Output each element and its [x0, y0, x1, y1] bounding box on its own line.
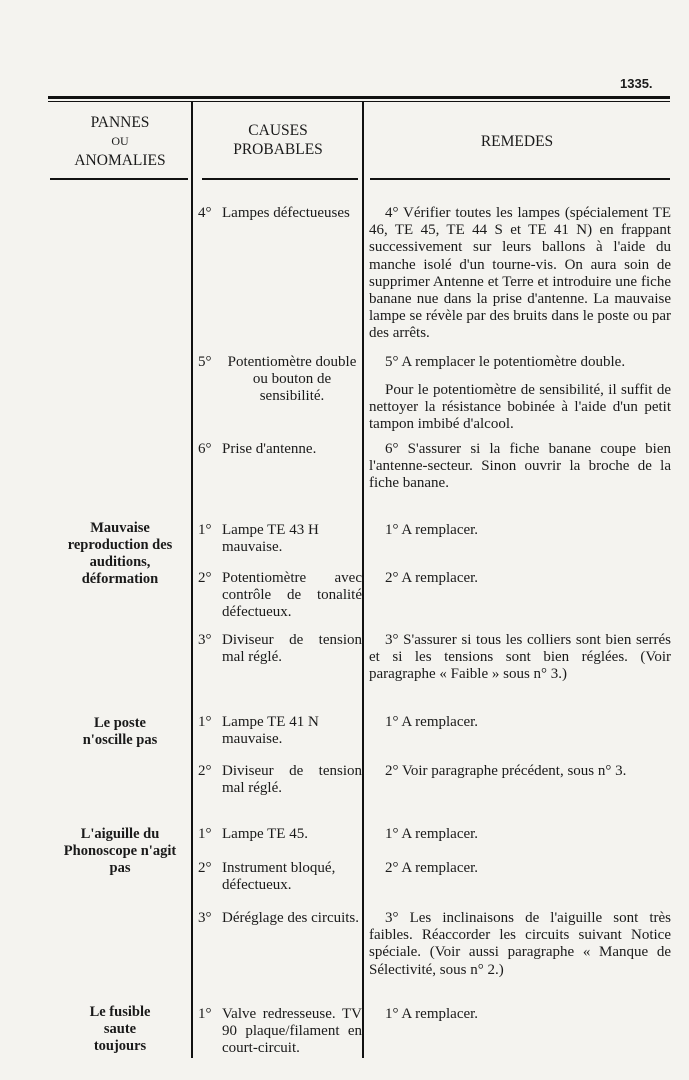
- remedy-text: 3° S'assurer si tous les colliers sont bien serrés et si les tensions sont bien réglées. (Voir paragraphe « Faible » sous n° 3.): [369, 632, 671, 683]
- cause-text: Prise d'antenne.: [222, 441, 317, 457]
- remedy-text: 2° A remplacer.: [385, 860, 479, 876]
- cause-item: [198, 763, 362, 797]
- cause-text: Potentiomètre double ou bouton de sensibilité.: [227, 354, 357, 404]
- header-remedes: REMEDES: [480, 133, 554, 150]
- header-causes-line1: CAUSES: [248, 122, 308, 139]
- header-bottom-rule-3: [370, 178, 670, 180]
- column-divider-1: [191, 102, 193, 1058]
- cause-item: [198, 910, 362, 927]
- remedy-text: 2° A remplacer.: [385, 570, 479, 586]
- cause-number: 2°: [198, 570, 212, 586]
- cause-item: [198, 570, 362, 621]
- cause-text: Lampe TE 45.: [222, 826, 308, 842]
- cause-text: Lampes défectueuses: [222, 205, 350, 221]
- cause-number: 3°: [198, 632, 212, 648]
- cause-item: [198, 354, 362, 405]
- cause-number: 2°: [198, 763, 212, 779]
- header-pannes-line3: ANOMALIES: [74, 152, 166, 169]
- header-pannes-line1: PANNES: [90, 114, 150, 131]
- cause-item: [198, 522, 362, 556]
- problem-label: Mauvaise reproduction des auditions, déformation: [67, 520, 173, 587]
- header-top-rule-thin: [48, 101, 670, 102]
- cause-number: 4°: [198, 205, 212, 221]
- cause-number: 2°: [198, 860, 212, 876]
- cause-item: [198, 826, 362, 843]
- cause-item: [198, 1006, 362, 1057]
- remedy-text: 1° A remplacer.: [385, 826, 479, 842]
- cause-number: 5°: [198, 354, 212, 370]
- remedy-text: 5° A remplacer le potentiomètre double.: [385, 354, 626, 370]
- cause-text: Déréglage des circuits.: [222, 910, 360, 926]
- cause-item: [198, 441, 362, 458]
- header-bottom-rule-2: [202, 178, 358, 180]
- problem-label: Le fusible saute toujours: [89, 1004, 151, 1054]
- cause-number: 6°: [198, 441, 212, 457]
- cause-item: [198, 205, 362, 222]
- header-pannes-line2: OU: [111, 134, 129, 148]
- cause-number: 1°: [198, 714, 212, 730]
- cause-text: Potentiomètre avec contrôle de tonalité défectueux.: [222, 570, 362, 620]
- header-causes-line2: PROBABLES: [233, 141, 323, 158]
- cause-text: Valve redresseuse. TV 90 plaque/filament en court-circuit.: [222, 1006, 362, 1056]
- remedy-text: 6° S'assurer si la fiche banane coupe bien l'antenne-secteur. Sinon ouvrir la broche de la fiche banane.: [369, 441, 671, 492]
- cause-text: Lampe TE 41 N mauvaise.: [222, 714, 319, 747]
- cause-text: Instrument bloqué, défectueux.: [222, 860, 336, 893]
- remedy-text: 1° A remplacer.: [385, 714, 479, 730]
- problem-label: Le poste n'oscille pas: [82, 715, 158, 748]
- page-number: 1335.: [620, 76, 653, 91]
- remedy-text: 1° A remplacer.: [385, 1006, 479, 1022]
- remedy-text: 3° Les inclinaisons de l'aiguille sont très faibles. Réaccorder les circuits suivant Notice spéciale. (Voir aussi paragraphe « Manque de Sélectivité, sous n° 2.): [369, 910, 671, 978]
- remedy-text-continued: Pour le potentiomètre de sensibilité, il suffit de nettoyer la résistance bobinée à l'aide d'un petit tampon imbibé d'alcool.: [369, 382, 671, 433]
- cause-item: [198, 860, 362, 894]
- cause-number: 1°: [198, 522, 212, 538]
- remedy-text: 4° Vérifier toutes les lampes (spécialement TE 46, TE 45, TE 44 S et TE 41 N) en frappant successivement sur leurs ballons à l'aide du manche isolé d'un tourne-vis. On aura soin de supprimer Antenne et Terre et introduire une fiche banane nue dans la prise d'antenne. La mauvaise lampe se révèle par des bruits dans le poste ou par des arrêts.: [369, 205, 671, 342]
- header-pannes: [50, 113, 190, 170]
- cause-number: 3°: [198, 910, 212, 926]
- cause-text: Diviseur de tension mal réglé.: [222, 632, 362, 665]
- header-top-rule: [48, 96, 670, 99]
- problem-label: L'aiguille du Phonoscope n'agit pas: [63, 826, 177, 876]
- cause-item: [198, 632, 362, 666]
- cause-number: 1°: [198, 826, 212, 842]
- cause-item: [198, 714, 362, 748]
- remedy-text: 2° Voir paragraphe précédent, sous n° 3.: [385, 763, 627, 779]
- header-causes: [194, 121, 362, 159]
- cause-text: Diviseur de tension mal réglé.: [222, 763, 362, 796]
- cause-number: 1°: [198, 1006, 212, 1022]
- column-divider-2: [362, 102, 364, 1058]
- remedy-text: 1° A remplacer.: [385, 522, 479, 538]
- header-bottom-rule-1: [50, 178, 188, 180]
- cause-text: Lampe TE 43 H mauvaise.: [222, 522, 319, 555]
